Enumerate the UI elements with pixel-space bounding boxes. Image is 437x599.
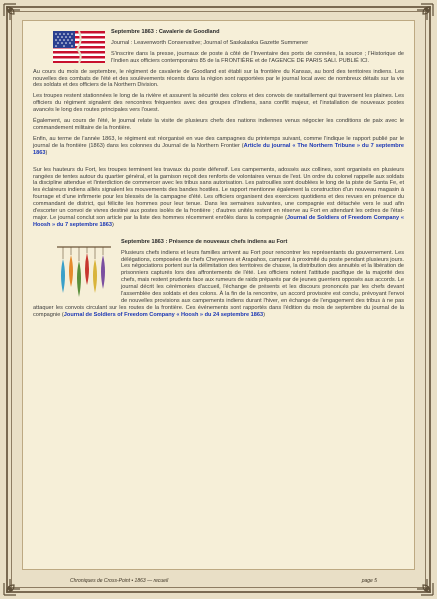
entry-text: Sur les hauteurs du Fort, les troupes terminent les travaux du poste défensif. Les campements, adossés aux collines, sont organisés en plusieurs rangées de tentes autour du quartier général, et la garnison reçoit des renforts de volontaires venus de l'est. Un ordre du colonel rappelle aux soldats la discipline attendue et l'interdiction de commercer avec les tribus sans autorisation. Les patrouilles sont doublées le long de la piste de Santa Fe, et les éclaireurs indiens alliés signalent les mouvements des bandes hostiles. Le rapport mentionne également la construction d'un nouveau magasin à fourrage et d'une infirmerie pour les blessés de la campagne d'été. Les officiers organisent des exercices quotidiens et des revues en présence du commandant de district, qui félicite les hommes pour leur tenue. Dans les semaines suivantes, une compagnie est détachée vers le sud afin d'escorter un convoi de vivres destiné aux postes isolés de la frontière ; d'autres unités restent en réserve au Fort en attendant les ordres de l'état-major. Le journal conclut son article par la liste des hommes récemment enrôlés dans la compagnie ( [33, 166, 404, 221]
footer-source: Chroniques de Cross-Point • 1863 — recueil [70, 578, 169, 584]
journal-article-link[interactable]: Journal de Soldiers of Freedom Company « Hoosh » du 7 septembre 1863 [33, 214, 404, 228]
entry-line: Également, au cours de l'été, le journal relate la visite de plusieurs chefs des nations indiennes venus négocier les conditions de paix avec le commandement militaire de la frontière. [33, 118, 404, 131]
document-content [22, 20, 415, 570]
entry-closing: Enfin, au terme de l'année 1863, le régiment est réorganisé en vue des campagnes du printemps suivant, comme l'indique le rapport publié par le journal de la frontière (1863) dans les colonnes du Journal de la Northern Frontier (Article du journal « The Northern Tribune » du 7 septembre 1863) [33, 135, 404, 156]
entry-line: Les troupes restent stationnées le long de la rivière et assurent la sécurité des colons et des convois de ravitaillement qui traversent les plaines. Les officiers du régiment signalent des rencontres fréquentes avec des groupes d'Indiens, sans conflit majeur, et l'installation de nouveaux postes avancés le long des routes principales vers l'ouest. [33, 93, 404, 114]
us-flag-image [53, 31, 105, 63]
entry-feathers: Septembre 1863 : Présence de nouveaux chefs indiens au Fort Plusieurs chefs indiens et leurs familles arrivent au Fort pour rencontrer les représentants du gouvernement. Les délégations, composées de chefs Cheyennes et Arapahos, campent à proximité du poste pendant plusieurs jours. Les négociations portent sur la délimitation des territoires de chasse, la distribution des annuités et la libération de prisonniers capturés lors des affrontements de l'été. Les officiers notent l'attitude pacifique de la majorité des chefs, mais restent prudents face aux rumeurs de raids préparés par de jeunes guerriers opposés aux accords. Le journal décrit les cérémonies d'accueil, l'échange de présents et les discours prononcés par les chefs devant l'assemblée des soldats et des colons. À la fin de la rencontre, un accord provisoire est conclu, prévoyant l'envoi de nouvelles provisions aux campements indiens durant l'hiver, en échange de l'engagement des tribus à ne pas attaquer les convois circulant sur les routes de la frontière. Ces événements sont rapportés dans l'édition du mois de septembre du journal de la compagnie (Journal de Soldiers of Freedom Company « Hoosh » du 24 septembre 1863) [33, 238, 404, 318]
entry-flag [33, 29, 404, 157]
entry-line: Au cours du mois de septembre, le régiment de cavalerie de Goodland est établi sur la frontière du Kansas, au bord des territoires indiens. Les nouvelles des combats de l'été et des soulèvements récents dans la région sont rapportées par le journal local avec de nombreux détails sur la vie des soldats et des officiers de la Northern Division. [33, 68, 404, 89]
entry-heading: Septembre 1863 : Présence de nouveaux chefs indiens au Fort [121, 238, 288, 245]
page-footer [22, 578, 415, 588]
journal-article-link[interactable]: Article du journal « The Northern Tribune » du 7 septembre 1863 [33, 142, 404, 156]
entry-line: Journal : Leavenworth Conservative; Journal of Saskalaska Gazette Summener [111, 39, 309, 46]
entry-fort: Sur les hauteurs du Fort, les troupes terminent les travaux du poste défensif. Les campements, adossés aux collines, sont organisés en plusieurs rangées de tentes autour du quartier général, et la garnison reçoit des renforts de volontaires venus de l'est. Un ordre du colonel rappelle aux soldats la discipline attendue et l'interdiction de commercer avec les tribus sans autorisation. Les patrouilles sont doublées le long de la piste de Santa Fe, et les éclaireurs indiens alliés signalent les mouvements des bandes hostiles. Le rapport mentionne également la construction d'un nouveau magasin à fourrage et d'une infirmerie pour les blessés de la campagne d'été. Les officiers organisent des exercices quotidiens et des revues en présence du commandant de district, qui félicite les hommes pour leur tenue. Dans les semaines suivantes, une compagnie est détachée vers le sud afin d'escorter un convoi de vivres destiné aux postes isolés de la frontière ; d'autres unités restent en réserve au Fort en attendant les ordres de l'état-major. Le journal conclut son article par la liste des hommes récemment enrôlés dans la compagnie (Journal de Soldiers of Freedom Company « Hoosh » du 7 septembre 1863) [33, 166, 404, 228]
entry-heading: Septembre 1863 : Cavalerie de Goodland [111, 29, 220, 35]
feathers-image [53, 241, 115, 303]
entry-text: Plusieurs chefs indiens et leurs familles arrivent au Fort pour rencontrer les représentants du gouvernement. Les délégations, composées de chefs Cheyennes et Arapahos, campent à proximité du poste pendant plusieurs jours. Les négociations portent sur la délimitation des territoires de chasse, la distribution des annuités et la libération de prisonniers capturés lors des affrontements de l'été. Les officiers notent l'attitude pacifique de la majorité des chefs, mais restent prudents face aux rumeurs de raids préparés par de jeunes guerriers opposés aux accords. Le journal décrit les cérémonies d'accueil, l'échange de présents et les discours prononcés par les chefs devant l'assemblée des soldats et des colons. À la fin de la rencontre, un accord provisoire est conclu, prévoyant l'envoi de nouvelles provisions aux campements indiens durant l'hiver, en échange de l'engagement des tribus à ne pas attaquer les convois circulant sur les routes de la frontière. Ces événements sont rapportés dans l'édition du mois de septembre du journal de la compagnie ( [33, 249, 404, 318]
entry-line: S'inscrire dans la presse, journaux de poste à côté de l'Inventaire des ports de connées, la source ; l'Historique de l'Indien aux officiers contemporains 85 de la FRONTIÈRE et de l'AGENCE DE PARIS SALI. PUBLIÉ ICI. [111, 50, 404, 64]
page-number: page 5 [361, 578, 377, 584]
journal-article-link[interactable]: Journal de Soldiers of Freedom Company « Hoosh » du 24 septembre 1863 [63, 311, 264, 318]
